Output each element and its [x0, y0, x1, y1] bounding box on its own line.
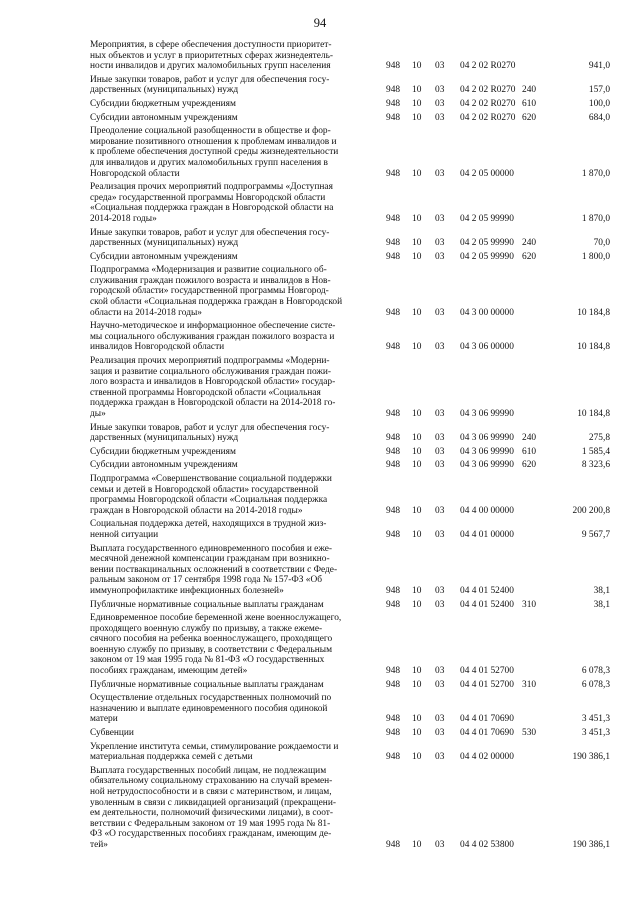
row-name: Социальная поддержка детей, находящихся в трудной жиз- ненной ситуации: [90, 519, 327, 540]
row-name: Укрепление института семьи, стимулирование рождаемости и материальная поддержка семей с детьми: [90, 741, 339, 763]
amount: 1 870,0: [581, 168, 610, 179]
row-codes: [90, 530, 610, 541]
section-code: 10: [412, 251, 422, 262]
target-item-code: 04 4 01 52700: [460, 679, 514, 690]
subsection-code: 03: [435, 433, 445, 444]
grbs-code: 948: [386, 752, 401, 763]
section-code: 10: [412, 666, 422, 677]
row-name: Иные закупки товаров, работ и услуг для обеспечения госу- дарственных (муниципальных) нужд: [90, 422, 330, 444]
subsection-code: 03: [435, 409, 445, 419]
section-code: 10: [412, 679, 422, 690]
table-row: [90, 182, 610, 224]
table-row: [90, 447, 610, 458]
row-codes: [90, 342, 610, 353]
expense-type-code: 620: [522, 460, 537, 471]
grbs-code: 948: [386, 599, 401, 610]
row-codes: [90, 714, 610, 725]
table-row: [90, 321, 610, 353]
table-row: [90, 544, 610, 597]
subsection-code: 03: [435, 728, 445, 739]
row-name: Публичные нормативные социальные выплаты гражданам: [90, 599, 324, 610]
subsection-code: 03: [435, 61, 445, 72]
section-code: 10: [412, 752, 422, 763]
expense-type-code: 240: [522, 238, 537, 249]
section-code: 10: [412, 112, 422, 123]
table-row: [90, 423, 610, 444]
section-code: 10: [412, 839, 422, 850]
amount: 1 870,0: [581, 213, 610, 224]
subsection-code: 03: [435, 342, 445, 353]
row-name: Иные закупки товаров, работ и услуг для обеспечения госу- дарственных (муниципальных) нужд: [90, 227, 330, 249]
row-codes: [90, 238, 610, 249]
row-codes: [90, 752, 610, 763]
section-code: 10: [412, 529, 422, 540]
row-name: Научно-методическое и информационное обеспечение систе- мы социального обслуживания граждан пожилого возраста и инвалидов Новгородской области: [90, 321, 336, 353]
grbs-code: 948: [386, 307, 401, 318]
row-codes: [90, 308, 610, 319]
page-number: 94: [313, 16, 327, 30]
target-item-code: 04 2 05 99990: [460, 213, 514, 224]
section-code: 10: [412, 599, 422, 610]
target-item-code: 04 3 06 99990: [460, 446, 514, 457]
amount: 70,0: [593, 238, 610, 249]
grbs-code: 948: [386, 460, 401, 471]
grbs-code: 948: [386, 446, 401, 457]
target-item-code: 04 2 02 R0270: [460, 112, 516, 123]
row-name: Иные закупки товаров, работ и услуг для обеспечения госу- дарственных (муниципальных) нужд: [90, 74, 330, 96]
grbs-code: 948: [386, 505, 401, 516]
row-codes: [90, 99, 610, 110]
amount: 8 323,6: [581, 460, 610, 471]
section-code: 10: [412, 61, 422, 72]
grbs-code: 948: [386, 529, 401, 540]
expense-type-code: 240: [522, 85, 537, 96]
row-codes: [90, 586, 610, 597]
subsection-code: 03: [435, 168, 445, 179]
table-row: [90, 356, 610, 420]
subsection-code: 03: [435, 505, 445, 516]
table-row: [90, 766, 610, 851]
subsection-code: 03: [435, 460, 445, 471]
row-name: Субвенции: [90, 728, 134, 739]
subsection-code: 03: [435, 714, 445, 725]
target-item-code: 04 4 01 70690: [460, 714, 514, 725]
table-row: [90, 113, 610, 124]
section-code: 10: [412, 409, 422, 419]
section-code: 10: [412, 585, 422, 596]
grbs-code: 948: [386, 666, 401, 677]
row-codes: [90, 214, 610, 225]
expense-type-code: 620: [522, 112, 537, 123]
grbs-code: 948: [386, 213, 401, 224]
grbs-code: 948: [386, 61, 401, 72]
budget-table: [90, 40, 610, 854]
section-code: 10: [412, 98, 422, 109]
table-row: [90, 680, 610, 691]
table-row: [90, 265, 610, 318]
target-item-code: 04 2 02 R0270: [460, 98, 516, 109]
subsection-code: 03: [435, 307, 445, 318]
section-code: 10: [412, 342, 422, 353]
table-row: [90, 693, 610, 725]
target-item-code: 04 3 06 99990: [460, 460, 514, 471]
grbs-code: 948: [386, 714, 401, 725]
target-item-code: 04 4 01 52700: [460, 666, 514, 677]
grbs-code: 948: [386, 585, 401, 596]
amount: 275,8: [588, 433, 610, 444]
row-name: Мероприятия, в сфере обеспечения доступности приоритет- ных объектов и услуг в приоритетных сферах жизнедеятель- ности инвалидов и других маломобильных групп населения: [90, 40, 334, 72]
subsection-code: 03: [435, 529, 445, 540]
table-row: [90, 99, 610, 110]
grbs-code: 948: [386, 433, 401, 444]
row-name: Преодоление социальной разобщенности в обществе и фор- мирование позитивного отношения к проблемам инвалидов и к проблеме обеспечения доступной среды жизнедеятельности для инвалидов и других маломобильных групп населения в Новгородской области: [90, 126, 339, 179]
row-codes: [90, 85, 610, 96]
amount: 157,0: [588, 85, 610, 96]
row-codes: [90, 61, 610, 72]
target-item-code: 04 4 02 00000: [460, 752, 514, 763]
target-item-code: 04 4 01 52400: [460, 585, 514, 596]
grbs-code: 948: [386, 839, 401, 850]
section-code: 10: [412, 307, 422, 318]
subsection-code: 03: [435, 112, 445, 123]
expense-type-code: 240: [522, 433, 537, 444]
subsection-code: 03: [435, 679, 445, 690]
row-codes: [90, 460, 610, 471]
amount: 100,0: [588, 98, 610, 109]
row-name: Подпрограмма «Совершенствование социальной поддержки семьи и детей в Новгородской области» государственной программы Новгородской области «Социальная поддержка граждан в Новгородской области на 2014-2018 годы»: [90, 473, 332, 516]
grbs-code: 948: [386, 168, 401, 179]
grbs-code: 948: [386, 251, 401, 262]
amount: 1 800,0: [581, 251, 610, 262]
subsection-code: 03: [435, 839, 445, 850]
subsection-code: 03: [435, 446, 445, 457]
section-code: 10: [412, 213, 422, 224]
table-row: [90, 40, 610, 72]
row-name: Подпрограмма «Модернизация и развитие социального об- служивания граждан пожилого возраста и инвалидов в Нов- городской области» государственной программы Новгород- ской области «Социальная поддержка граждан в Новгородской области на 2014-2018 годы»: [90, 265, 343, 318]
amount: 10 184,8: [577, 307, 610, 318]
row-name: Единовременное пособие беременной жене военнослужащего, проходящего военную службу по призыву, а также ежеме- сячного пособия на ребенка военнослужащего, проходящего военную службу по призыву, в соответствии с Федеральным законом от 19 мая 1995 года № 81-ФЗ «О государственных пособиях гражданам, имеющим детей»: [90, 613, 342, 677]
row-codes: [90, 728, 610, 739]
target-item-code: 04 4 02 53800: [460, 839, 514, 850]
row-name: Субсидии бюджетным учреждениям: [90, 446, 236, 457]
amount: 6 078,3: [581, 666, 610, 677]
target-item-code: 04 4 00 00000: [460, 505, 514, 516]
row-codes: [90, 169, 610, 180]
grbs-code: 948: [386, 679, 401, 690]
table-row: [90, 126, 610, 179]
table-row: [90, 600, 610, 611]
amount: 200 200,8: [572, 505, 610, 516]
table-row: [90, 613, 610, 677]
expense-type-code: 610: [522, 446, 537, 457]
amount: 3 451,3: [581, 714, 610, 725]
section-code: 10: [412, 446, 422, 457]
row-codes: [90, 680, 610, 691]
row-codes: [90, 252, 610, 263]
row-name: Выплата государственных пособий лицам, не подлежащим обязательному социальному страхованию на случай времен- ной нетрудоспособности и в связи с материнством, и лицам, уволенным в связи с ликвидацией организаций (прекращени- ем деятельности, полномочий физическими лицами), в соот- ветствии с Федеральным законом от 19 мая 1995 года № 81- ФЗ «О государственных пособиях гражданам, имеющим де- тей»: [90, 765, 336, 850]
amount: 684,0: [588, 112, 610, 123]
table-row: [90, 474, 610, 516]
grbs-code: 948: [386, 238, 401, 249]
row-name: Реализация прочих мероприятий подпрограммы «Доступная среда» государственной программы Новгородской области «Социальная поддержка граждан в Новгородской области на 2014-2018 годы»: [90, 182, 334, 224]
row-codes: [90, 433, 610, 444]
table-row: [90, 728, 610, 739]
amount: 38,1: [593, 599, 610, 610]
subsection-code: 03: [435, 666, 445, 677]
subsection-code: 03: [435, 599, 445, 610]
target-item-code: 04 4 01 70690: [460, 728, 514, 739]
table-row: [90, 228, 610, 249]
expense-type-code: 530: [522, 728, 537, 739]
section-code: 10: [412, 460, 422, 471]
table-row: [90, 519, 610, 540]
subsection-code: 03: [435, 213, 445, 224]
grbs-code: 948: [386, 342, 401, 353]
grbs-code: 948: [386, 112, 401, 123]
subsection-code: 03: [435, 752, 445, 763]
row-name: Субсидии бюджетным учреждениям: [90, 98, 236, 109]
subsection-code: 03: [435, 251, 445, 262]
row-name: Реализация прочих мероприятий подпрограммы «Модерни- зация и развитие социального обслуживания граждан пожи- лого возраста и инвалидов в Новгородской области» государ- ственной программы Новгородской области «Социальная поддержка граждан в Новгородской области на 2014-2018 го- ды»: [90, 356, 336, 419]
target-item-code: 04 3 06 99990: [460, 433, 514, 444]
amount: 38,1: [593, 585, 610, 596]
section-code: 10: [412, 168, 422, 179]
row-name: Публичные нормативные социальные выплаты гражданам: [90, 679, 324, 690]
grbs-code: 948: [386, 728, 401, 739]
section-code: 10: [412, 505, 422, 516]
row-name: Осуществление отдельных государственных полномочий по назначению и выплате единовременного пособия одинокой матери: [90, 693, 332, 725]
target-item-code: 04 3 06 99990: [460, 409, 514, 419]
amount: 190 386,1: [572, 752, 610, 763]
section-code: 10: [412, 728, 422, 739]
target-item-code: 04 2 05 00000: [460, 168, 514, 179]
target-item-code: 04 4 01 52400: [460, 599, 514, 610]
expense-type-code: 610: [522, 98, 537, 109]
row-codes: [90, 600, 610, 611]
amount: 1 585,4: [581, 446, 610, 457]
target-item-code: 04 2 02 R0270: [460, 61, 516, 72]
grbs-code: 948: [386, 85, 401, 96]
amount: 10 184,8: [577, 342, 610, 353]
subsection-code: 03: [435, 585, 445, 596]
subsection-code: 03: [435, 238, 445, 249]
expense-type-code: 310: [522, 679, 537, 690]
row-codes: [90, 506, 610, 517]
grbs-code: 948: [386, 98, 401, 109]
row-codes: [90, 113, 610, 124]
target-item-code: 04 2 02 R0270: [460, 85, 516, 96]
section-code: 10: [412, 85, 422, 96]
subsection-code: 03: [435, 85, 445, 96]
section-code: 10: [412, 238, 422, 249]
table-row: [90, 460, 610, 471]
table-row: [90, 252, 610, 263]
row-codes: [90, 447, 610, 458]
row-codes: [90, 840, 610, 851]
subsection-code: 03: [435, 98, 445, 109]
row-name: Субсидии автономным учреждениям: [90, 112, 238, 123]
target-item-code: 04 4 01 00000: [460, 529, 514, 540]
amount: 941,0: [588, 61, 610, 72]
target-item-code: 04 2 05 99990: [460, 238, 514, 249]
amount: 190 386,1: [572, 839, 610, 850]
table-row: [90, 742, 610, 763]
amount: 6 078,3: [581, 679, 610, 690]
target-item-code: 04 3 00 00000: [460, 307, 514, 318]
amount: 3 451,3: [581, 728, 610, 739]
row-codes: [90, 666, 610, 677]
section-code: 10: [412, 433, 422, 444]
section-code: 10: [412, 714, 422, 725]
row-name: Выплата государственного единовременного пособия и еже- месячной денежной компенсации гражданам при возникно- вении поствакцинальных осложнений в соответствии с Феде- ральным законом от 17 сентября 1998 года № 157-ФЗ «Об иммунопрофилактике инфекционных болезней»: [90, 543, 338, 596]
expense-type-code: 620: [522, 251, 537, 262]
target-item-code: 04 3 06 00000: [460, 342, 514, 353]
expense-type-code: 310: [522, 599, 537, 610]
target-item-code: 04 2 05 99990: [460, 251, 514, 262]
row-name: Субсидии автономным учреждениям: [90, 251, 238, 262]
grbs-code: 948: [386, 409, 401, 419]
amount: 10 184,8: [577, 409, 610, 419]
table-row: [90, 75, 610, 96]
amount: 9 567,7: [581, 529, 610, 540]
row-codes: [90, 409, 610, 420]
row-name: Субсидии автономным учреждениям: [90, 460, 238, 471]
